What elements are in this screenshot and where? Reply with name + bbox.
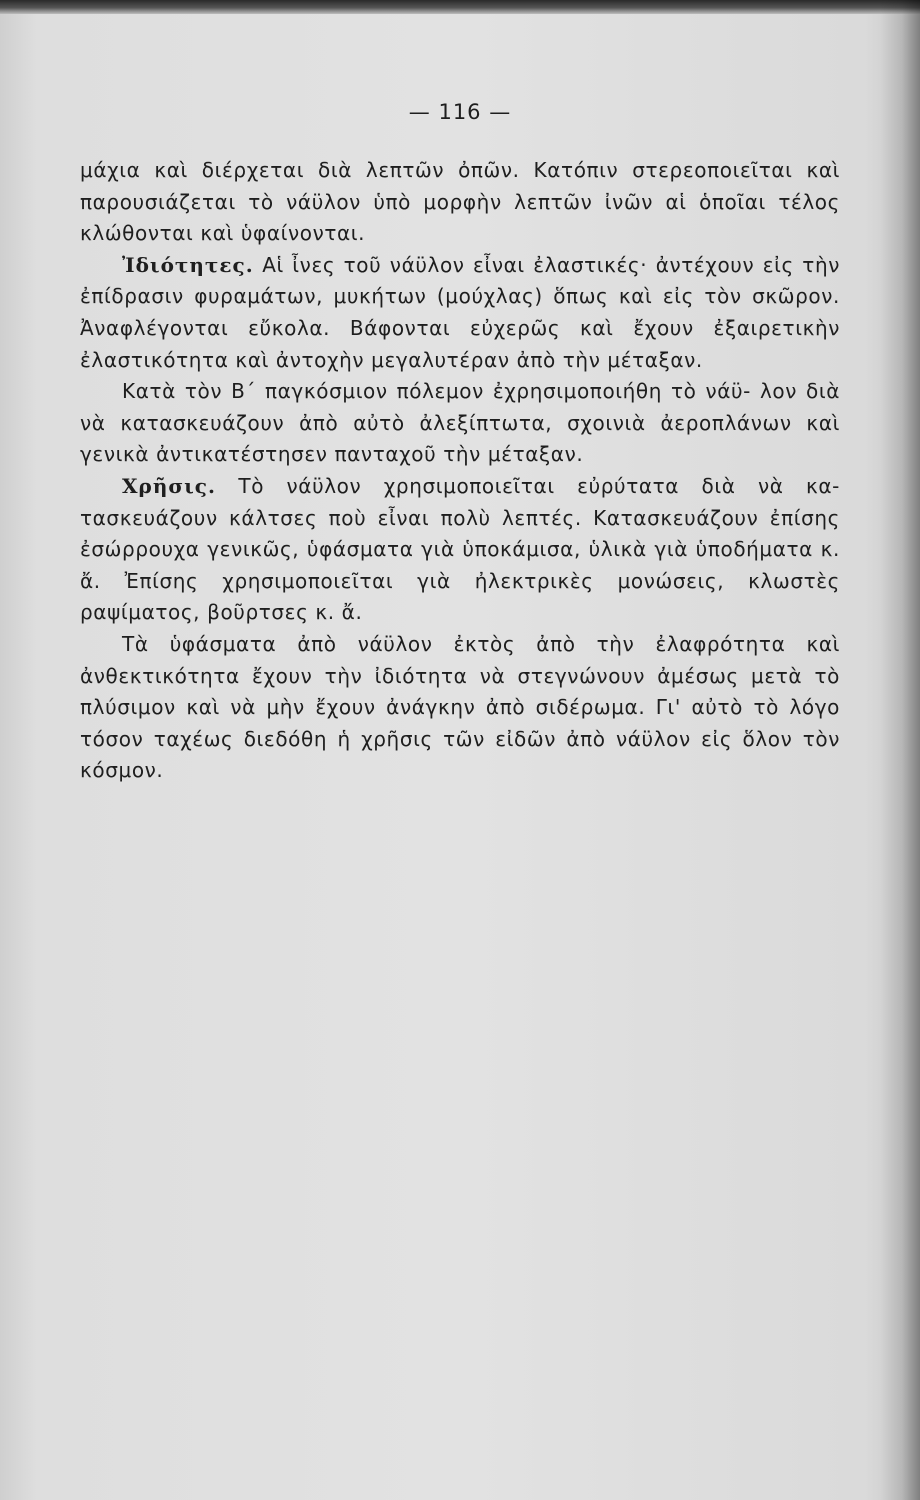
text-line: τὸ πλύσιμον καὶ νὰ μὴν ἔχουν ἀνάγκην ἀπὸ σιδέρωμα. Γι' [80,663,840,720]
section-heading-usage: Χρῆσις. [122,473,216,498]
paragraph-fabrics [80,629,840,787]
text-line: Τὸ νάϋλον χρησιμοποιεῖται εὐρύτατα διὰ νὰ κα- [238,473,840,498]
page-top-edge [0,0,920,14]
page-binding-shadow [880,0,920,1500]
text-line: τασκευάζουν κάλτσες ποὺ εἶναι πολὺ λεπτές. Κατασκευάζουν [80,505,759,530]
text-line: ἔχουν ἐξαιρετικὴν ἐλαστικότητα καὶ ἀντοχὴν μεγαλυτέραν [80,315,841,372]
text-line: εἰς τὸν σκῶρον. Ἀναφλέγονται εὔκολα. Βάφονται εὐχερῶς καὶ [80,284,840,340]
text-line: ἀπὸ τὴν μέταξαν. [516,347,703,372]
text-line: γιὰ ὑποδήματα κ. ἄ. Ἐπίσης χρησιμοποιεῖται γιὰ ἠλεκτρικὲς [80,537,840,593]
paragraph-nylon-production [80,155,840,250]
text-line: καὶ παρουσιάζεται τὸ νάϋλον ὑπὸ μορφὴν λεπτῶν ἰνῶν αἱ [80,158,841,214]
text-line: Τὰ ὑφάσματα ἀπὸ νάϋλον ἐκτὸς ἀπὸ τὴν ἐλαφρότητα καὶ [122,631,840,656]
page-number: — 116 — [408,100,512,124]
text-line: νάϋλον εἰς ὅλον τὸν κόσμον. [80,726,841,783]
text-line: ὁποῖαι τέλος κλώθονται καὶ ὑφαίνονται. [80,189,840,246]
text-line: Αἱ ἶνες τοῦ νάϋλον εἶναι ἐλαστικές· ἀντέχουν [262,252,755,277]
text-line: μάχια καὶ διέρχεται διὰ λεπτῶν ὀπῶν. Κατόπιν στερεοποιεῖται [80,158,793,182]
text-line: μονώσεις, κλωστὲς ραψίματος, βοῦρτσες κ. ἄ. [80,568,840,625]
text-line: Κατὰ τὸν Β΄ παγκόσμιον πόλεμον ἐχρησιμοποιήθη τὸ νάϋ- [122,379,752,404]
body-text [80,155,840,787]
paragraph-usage [80,471,840,629]
paragraph-properties [80,250,840,376]
section-heading-properties: Ἰδιότητες. [122,252,254,277]
text-line: ἀεροπλάνων καὶ γενικὰ ἀντικατέστησεν πανταχοῦ τὴν μέταξαν. [80,410,840,467]
paragraph-world-war [80,376,840,471]
text-line: αὐτὸ τὸ λόγο τόσον ταχέως διεδόθη ἡ χρῆσις τῶν εἰδῶν ἀπὸ [80,695,840,751]
text-line: ἀνθεκτικότητα ἔχουν τὴν ἰδιότητα νὰ στεγνώνουν ἀμέσως μετὰ [80,663,803,688]
text-line: ἐπίσης ἐσώρρουχα γενικῶς, ὑφάσματα γιὰ ὑποκάμισα, ὑλικὰ [80,505,840,562]
text-line: εἰς τὴν ἐπίδρασιν φυραμάτων, μυκήτων (μούχλας) ὅπως καὶ [80,252,840,309]
text-line: λον διὰ νὰ κατασκευάζουν ἀπὸ αὐτὸ ἀλεξίπτωτα, σχοινιὰ [80,379,841,435]
